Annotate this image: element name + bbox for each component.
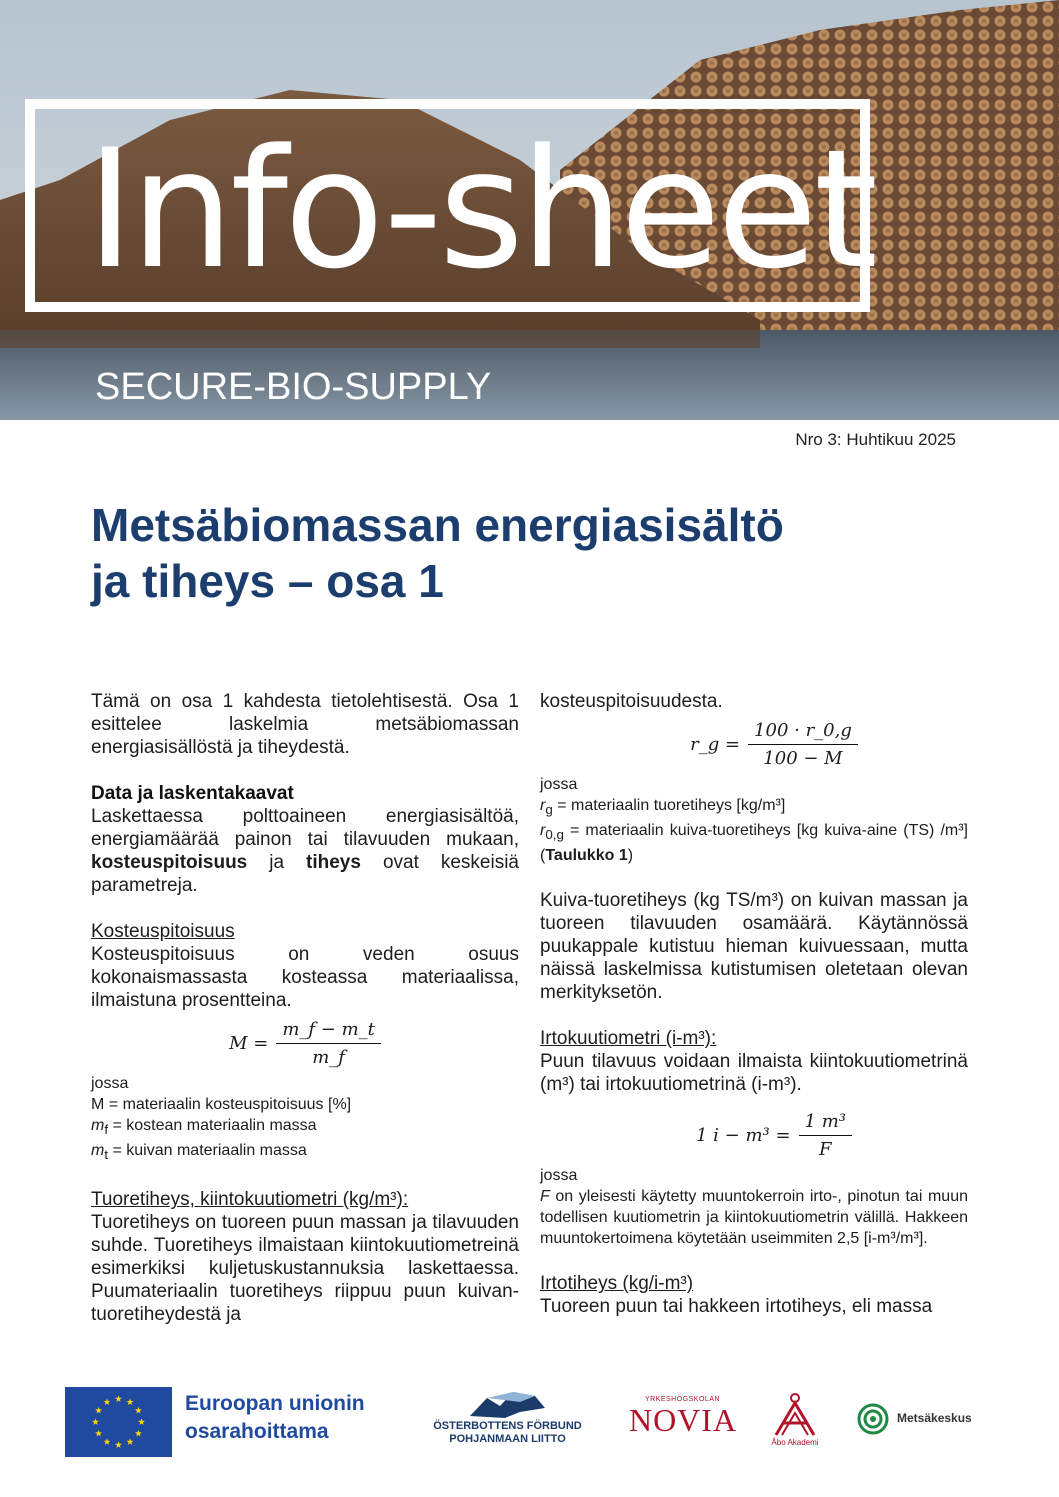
moisture-paragraph: Kosteuspitoisuus on veden osuus kokonaismassasta kosteassa materiaalissa, ilmaistuna prosentteina.	[91, 944, 519, 1011]
eu-flag-icon	[65, 1387, 172, 1457]
hero-title: Info-sheet	[86, 114, 875, 305]
osterbottens-forbund-text: ÖSTERBOTTENS FÖRBUND POHJANMAAN LIITTO	[433, 1420, 582, 1445]
hero-banner	[0, 0, 1059, 420]
moisture-formula: M = $\frac{m\_f - m\_t}{m\_f}$	[91, 1018, 519, 1069]
definitions-density: jossa $r_g$ = materiaalin tuoretiheys [kg/m³] $r_{0,g}$ = materiaalin kuiva-tuoretiheys [kg kuiva-aine (TS) /m³] (Taulukko 1)	[540, 776, 968, 865]
abo-akademi-text: Åbo Akademi	[771, 1438, 819, 1447]
section-heading-bulk-density: Irtotiheys (kg/i-m³)	[540, 1273, 694, 1295]
novia-logo: NOVIA	[628, 1402, 738, 1438]
intro-paragraph: Tämä on osa 1 kahdesta tietolehtisestä. Osa 1 esittelee laskelmia metsäbiomassan energiasisällöstä ja tiheydestä.	[91, 691, 519, 758]
section-heading-loose-volume: Irtokuutiometri (i-m³):	[540, 1028, 717, 1050]
data-paragraph: Laskettaessa polttoaineen energiasisältöä, energiamäärää painon tai tilavuuden mukaan, kosteuspitoisuus ja tiheys ovat keskeisiä parametreja.	[91, 806, 519, 896]
metsakeskus-logo-icon	[857, 1403, 889, 1435]
definitions-loose-volume: jossa F on yleisesti käytetty muuntokerroin irto-, pinotun tai muun todellisen kuutiometrin ja kiintokuutiometrin välillä. Hakkeen muuntokertoimena köytetään useimmiten 2,5 [i-m³/m³].	[540, 1167, 968, 1248]
density-paragraph: Tuoretiheys on tuoreen puun massan ja tilavuuden suhde. Tuoretiheys ilmaistaan kiintokuutiometreinä esimerkiksi kuljetuskustannuksia laskettaessa. Puumateriaalin tuoretiheys riippuu puun kuivan-tuoretiheydestä ja	[91, 1212, 519, 1326]
page-title	[91, 497, 991, 609]
eu-funding-text: Euroopan unionin osarahoittama	[185, 1392, 365, 1443]
definitions-moisture: jossa M = materiaalin kosteuspitoisuus [%] $m_f$ = kostean materiaalin massa $m_t$ = kuivan materiaalin massa	[91, 1075, 352, 1163]
project-name: SECURE-BIO-SUPPLY	[95, 366, 492, 408]
section-heading-moisture: Kosteuspitoisuus	[91, 921, 235, 942]
left-column	[91, 690, 519, 1326]
right-column	[540, 690, 968, 1318]
page-title-line-2: ja tiheys – osa 1	[91, 555, 444, 607]
section-heading-density: Tuoretiheys, kiintokuutiometri (kg/m³):	[91, 1189, 409, 1211]
loose-volume-paragraph: Puun tilavuus voidaan ilmaista kiintokuutiometrinä (m³) tai irtokuutiometrinä (i-m³).	[540, 1051, 968, 1096]
loose-volume-formula: 1 i − m³ = $\frac{\text{1 m³}}{F}$	[580, 1110, 968, 1161]
density-formula: r_g = $\frac{100 \cdot r\_0,g}{100 - M}$	[580, 719, 968, 770]
novia-subtitle: YRKESHÖGSKOLAN	[644, 1396, 721, 1403]
metsakeskus-text: Metsäkeskus	[897, 1411, 972, 1425]
formula-numerator: 1 m³	[799, 1110, 852, 1136]
formula-denominator: 100 − M	[763, 748, 843, 769]
bulk-density-paragraph: Tuoreen puun tai hakkeen irtotiheys, eli massa	[540, 1296, 933, 1318]
density-continuation: kosteuspitoisuudesta.	[540, 691, 723, 712]
section-heading-data: Data ja laskentakaavat	[91, 783, 294, 804]
issue-date: Nro 3: Huhtikuu 2025	[795, 430, 956, 449]
page-title-line-1: Metsäbiomassan energiasisältö	[91, 499, 784, 551]
dry-density-paragraph: Kuiva-tuoretiheys (kg TS/m³) on kuivan massan ja tuoreen tilavuuden osamäärä. Käytännössä puukappale kutistuu hieman kuivuessaan, mutta näissä laskelmissa kutistumisen oletetaan olevan merkityksetön.	[540, 890, 968, 1004]
formula-numerator: m_f − m_t	[276, 1018, 381, 1044]
abo-akademi-logo-icon	[770, 1393, 820, 1437]
formula-denominator: F	[819, 1139, 832, 1161]
formula-numerator: 100 · r_0,g	[748, 719, 858, 745]
formula-denominator: m_f	[312, 1047, 345, 1068]
